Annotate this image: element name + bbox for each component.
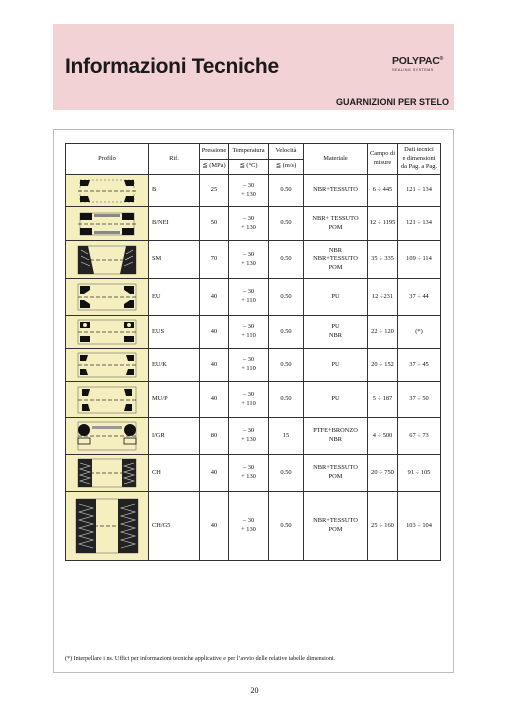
table-row <box>66 175 441 207</box>
profile-cell <box>66 418 149 455</box>
cell-campo: 4 ÷ 500 <box>368 418 398 455</box>
brand-subtitle: SEALING SYSTEMS <box>392 68 434 72</box>
seal-profile-eu-icon <box>68 282 146 312</box>
cell-campo: 22 ÷ 120 <box>368 316 398 349</box>
seal-profile-sm-icon <box>68 244 146 276</box>
cell-temperatura: – 30 + 110 <box>229 279 269 316</box>
cell-velocita: 0.50 <box>269 382 304 418</box>
page-number: 20 <box>250 686 259 695</box>
seal-profile-eus-icon <box>68 318 146 346</box>
profile-cell <box>66 349 149 382</box>
cell-temperatura: – 30 + 130 <box>229 241 269 279</box>
col-header-pressione: Pressione <box>200 144 229 160</box>
col-header-temperatura: Temperatura <box>229 144 269 160</box>
cell-pressione: 40 <box>200 349 229 382</box>
cell-velocita: 0.50 <box>269 207 304 241</box>
cell-rif: MU/P <box>149 382 200 418</box>
profile-cell <box>66 492 149 561</box>
cell-rif: B <box>149 175 200 207</box>
seal-spec-table <box>65 143 441 561</box>
cell-velocita: 15 <box>269 418 304 455</box>
cell-materiale: NBR+ TESSUTO POM <box>304 207 368 241</box>
polypac-logo <box>392 55 450 72</box>
col-header-velocita: Velocità <box>269 144 304 160</box>
profile-cell <box>66 316 149 349</box>
seal-profile-bnei-icon <box>68 210 146 238</box>
table-row <box>66 279 441 316</box>
cell-campo: 12 ÷ 1195 <box>368 207 398 241</box>
cell-rif: EU <box>149 279 200 316</box>
footnote: (*) Interpellare i ns. Uffici per informazioni tecniche applicative e per l’avvio delle relative tabelle dimensioni. <box>65 656 336 662</box>
cell-pagine: (*) <box>398 316 441 349</box>
cell-pagine: 91 ÷ 105 <box>398 455 441 492</box>
profile-cell <box>66 279 149 316</box>
cell-pagine: 109 ÷ 114 <box>398 241 441 279</box>
cell-temperatura: – 30 + 130 <box>229 455 269 492</box>
cell-materiale: PU NBR <box>304 316 368 349</box>
cell-campo: 25 ÷ 160 <box>368 492 398 561</box>
cell-temperatura: – 30 + 110 <box>229 382 269 418</box>
cell-campo: 12 ÷231 <box>368 279 398 316</box>
cell-temperatura: – 30 + 130 <box>229 418 269 455</box>
cell-velocita: 0.50 <box>269 316 304 349</box>
cell-materiale: NBR+TESSUTO POM <box>304 455 368 492</box>
section-title: GUARNIZIONI PER STELO <box>335 97 449 107</box>
cell-velocita: 0.50 <box>269 241 304 279</box>
table-row <box>66 455 441 492</box>
table-row <box>66 492 441 561</box>
profile-cell <box>66 382 149 418</box>
cell-pagine: 121 ÷ 134 <box>398 207 441 241</box>
cell-rif: I/GR <box>149 418 200 455</box>
page-title: Informazioni Tecniche <box>65 55 279 78</box>
cell-campo: 20 ÷ 750 <box>368 455 398 492</box>
cell-rif: CH <box>149 455 200 492</box>
col-header-dati: Dati tecnici e dimensioni da Pag. a Pag. <box>398 144 441 175</box>
cell-campo: 20 ÷ 152 <box>368 349 398 382</box>
cell-pressione: 25 <box>200 175 229 207</box>
cell-materiale: NBR+TESSUTO POM <box>304 492 368 561</box>
col-unit-temperatura: ≦ (°C) <box>229 159 269 175</box>
cell-velocita: 0.50 <box>269 175 304 207</box>
cell-rif: B/NEI <box>149 207 200 241</box>
cell-campo: 6 ÷ 445 <box>368 175 398 207</box>
cell-materiale: PU <box>304 382 368 418</box>
cell-pagine: 37 ÷ 50 <box>398 382 441 418</box>
brand-name: POLYPAC® <box>392 55 444 67</box>
cell-pressione: 50 <box>200 207 229 241</box>
cell-temperatura: – 30 + 110 <box>229 316 269 349</box>
cell-pressione: 40 <box>200 316 229 349</box>
table-row <box>66 207 441 241</box>
cell-rif: EUS <box>149 316 200 349</box>
seal-profile-ch-icon <box>68 457 146 489</box>
cell-velocita: 0.50 <box>269 492 304 561</box>
cell-temperatura: – 30 + 110 <box>229 349 269 382</box>
cell-temperatura: – 30 + 130 <box>229 492 269 561</box>
table-row <box>66 316 441 349</box>
cell-campo: 35 ÷ 335 <box>368 241 398 279</box>
cell-materiale: PU <box>304 349 368 382</box>
cell-pressione: 40 <box>200 455 229 492</box>
profile-cell <box>66 175 149 207</box>
cell-pagine: 103 ÷ 104 <box>398 492 441 561</box>
profile-cell <box>66 241 149 279</box>
table-row <box>66 382 441 418</box>
cell-pressione: 40 <box>200 492 229 561</box>
seal-profile-b-icon <box>68 177 146 205</box>
seal-profile-igr-icon <box>68 420 146 452</box>
seal-profile-mup-icon <box>68 385 146 415</box>
cell-pressione: 80 <box>200 418 229 455</box>
cell-pagine: 67 ÷ 73 <box>398 418 441 455</box>
cell-temperatura: – 30 + 130 <box>229 207 269 241</box>
cell-rif: CH/G5 <box>149 492 200 561</box>
cell-pressione: 40 <box>200 279 229 316</box>
cell-rif: SM <box>149 241 200 279</box>
seal-profile-euk-icon <box>68 351 146 379</box>
cell-pressione: 40 <box>200 382 229 418</box>
cell-temperatura: – 30 + 130 <box>229 175 269 207</box>
cell-pagine: 37 ÷ 44 <box>398 279 441 316</box>
cell-velocita: 0.50 <box>269 349 304 382</box>
table-row <box>66 241 441 279</box>
col-unit-pressione: ≦ (MPa) <box>200 159 229 175</box>
table-row <box>66 349 441 382</box>
header-row <box>66 144 441 160</box>
cell-materiale: NBR NBR+TESSUTO POM <box>304 241 368 279</box>
cell-pagine: 37 ÷ 45 <box>398 349 441 382</box>
col-header-profilo: Profilo <box>66 144 149 175</box>
seal-profile-chg5-icon <box>68 496 146 556</box>
profile-cell <box>66 455 149 492</box>
cell-rif: EU/K <box>149 349 200 382</box>
cell-materiale: PU <box>304 279 368 316</box>
profile-cell <box>66 207 149 241</box>
cell-campo: 5 ÷ 187 <box>368 382 398 418</box>
cell-materiale: PTFE+BRONZO NBR <box>304 418 368 455</box>
cell-materiale: NBR+TESSUTO <box>304 175 368 207</box>
col-header-campo: Campo di misure <box>368 144 398 175</box>
table-row <box>66 418 441 455</box>
col-header-rif: Rif. <box>149 144 200 175</box>
col-unit-velocita: ≦ (m/s) <box>269 159 304 175</box>
cell-pressione: 70 <box>200 241 229 279</box>
cell-velocita: 0.50 <box>269 279 304 316</box>
col-header-materiale: Materiale <box>304 144 368 175</box>
cell-velocita: 0.50 <box>269 455 304 492</box>
cell-pagine: 121 ÷ 134 <box>398 175 441 207</box>
